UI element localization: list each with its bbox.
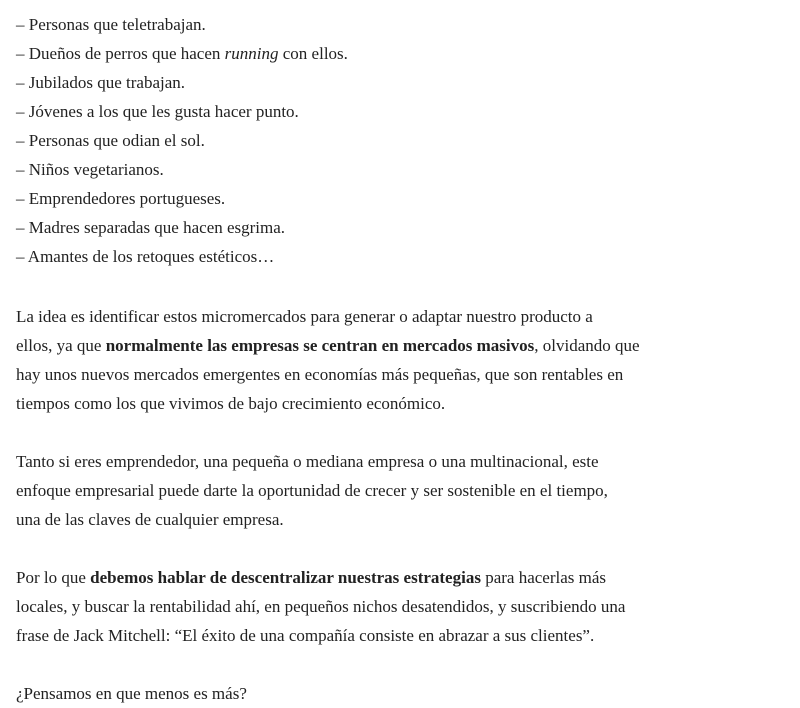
paragraph-line: Tanto si eres emprendedor, una pequeña o mediana empresa o una multinacional, este [16, 452, 599, 471]
paragraph-decentralize [16, 563, 786, 650]
paragraph-line: hay unos nuevos mercados emergentes en economías más pequeñas, que son rentables en [16, 365, 624, 384]
paragraph-line: enfoque empresarial puede darte la oportunidad de crecer y ser sostenible en el tiempo, [16, 481, 608, 500]
paragraph-line: locales, y buscar la rentabilidad ahí, en pequeños nichos desatendidos, y suscribiendo una [16, 597, 626, 616]
paragraph-closing-question [16, 679, 786, 708]
list-item: – Madres separadas que hacen esgrima. [16, 218, 286, 237]
paragraph-business-approach [16, 447, 786, 534]
list-item: – Amantes de los retoques estéticos… [16, 247, 275, 266]
paragraph-line: La idea es identificar estos micromercados para generar o adaptar nuestro producto a [16, 307, 593, 326]
list-item: – Personas que teletrabajan. [16, 15, 206, 34]
list-item: – Jóvenes a los que les gusta hacer punto. [16, 102, 299, 121]
bold-highlight: normalmente las empresas se centran en mercados masivos [105, 336, 535, 355]
list-item: – Emprendedores portugueses. [16, 189, 226, 208]
paragraph-micromarkets [16, 302, 786, 418]
bold-highlight: debemos hablar de descentralizar nuestras estrategias [90, 568, 481, 587]
paragraph-line: una de las claves de cualquier empresa. [16, 510, 284, 529]
list-item: – Niños vegetarianos. [16, 160, 164, 179]
paragraph-line: frase de Jack Mitchell: “El éxito de una compañía consiste en abrazar a sus clientes”. [16, 626, 595, 645]
emphasis-running: running [224, 44, 279, 63]
list-item: – Personas que odian el sol. [16, 131, 205, 150]
list-item: – Jubilados que trabajan. [16, 73, 186, 92]
list-item: – Dueños de perros que hacen running con ellos. [16, 44, 348, 63]
micromarket-list [16, 10, 786, 271]
paragraph-line: ellos, ya que normalmente las empresas se centran en mercados masivos, olvidando que [16, 336, 640, 355]
paragraph-line: Por lo que debemos hablar de descentralizar nuestras estrategias para hacerlas más [16, 568, 607, 587]
paragraph-line: tiempos como los que vivimos de bajo crecimiento económico. [16, 394, 446, 413]
paragraph-line: ¿Pensamos en que menos es más? [16, 684, 247, 703]
